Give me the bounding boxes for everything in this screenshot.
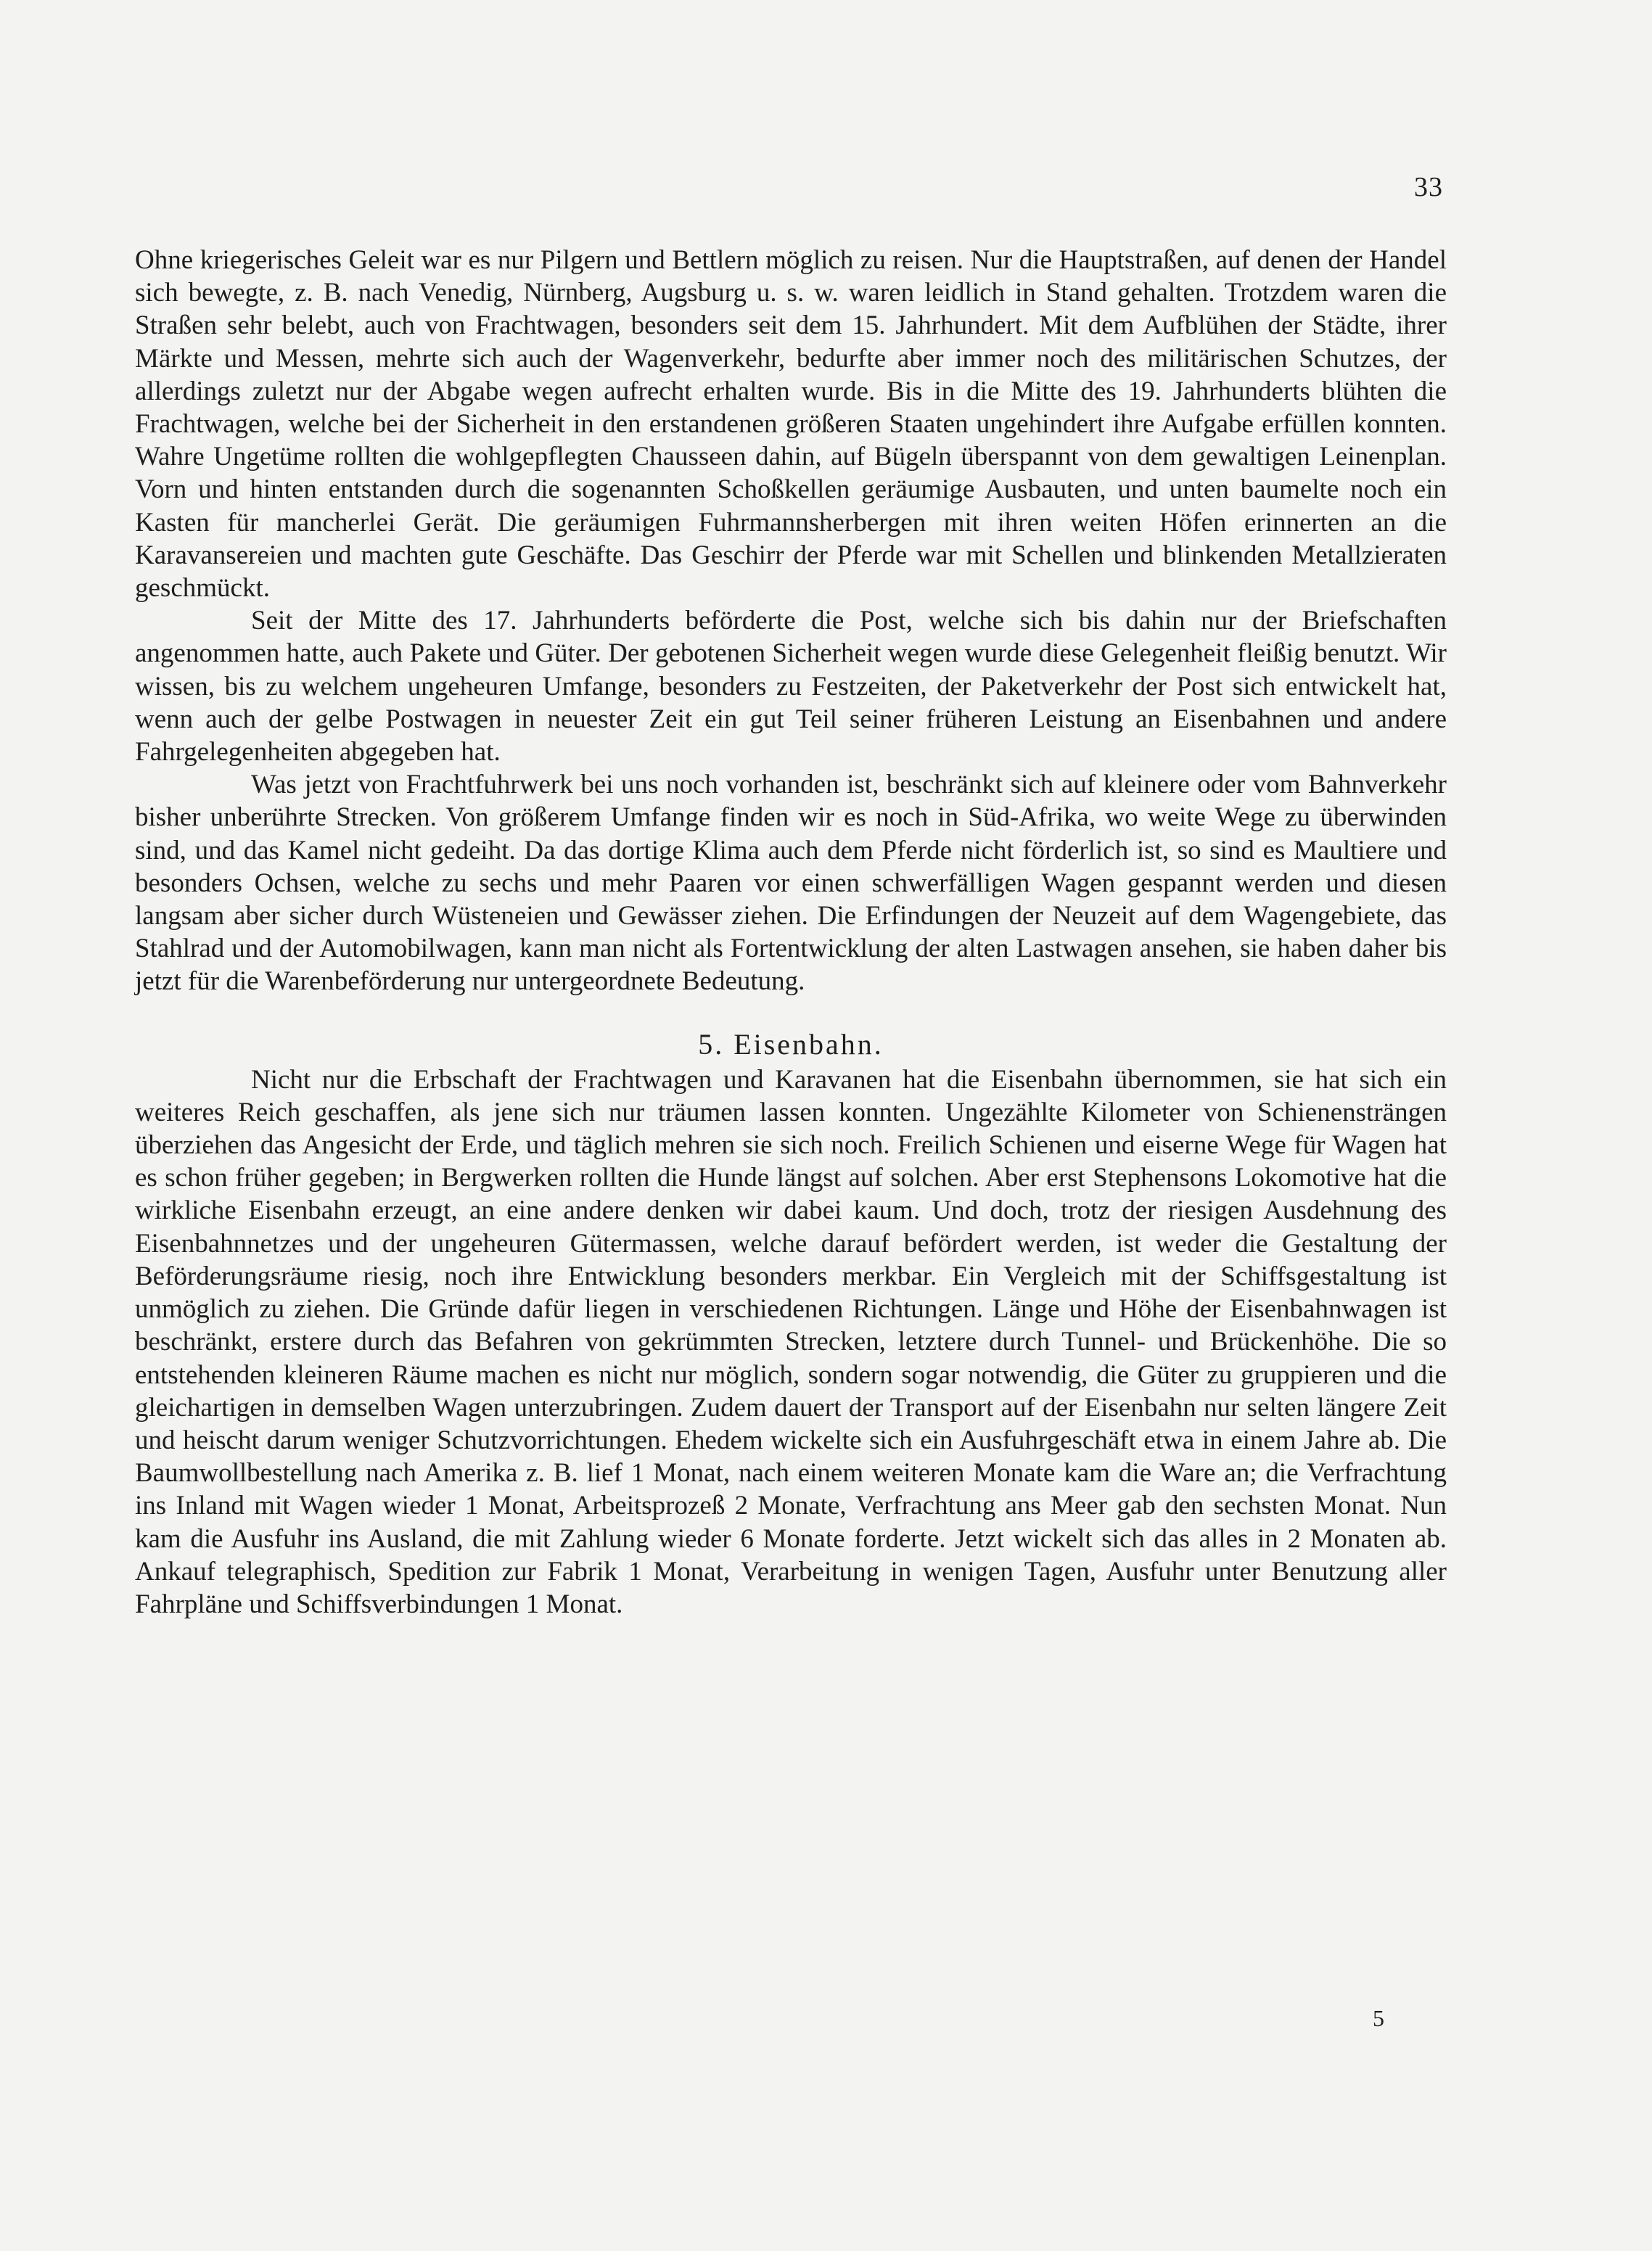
signature-mark: 5 <box>1373 2005 1384 2031</box>
section-heading: 5. Eisenbahn. <box>698 1027 884 1061</box>
paragraph-post-service: Seit der Mitte des 17. Jahrhunderts beförderte die Post, welche sich bis dahin nur der Briefschaften angenommen hatte, auch Pakete und Güter. Der gebotenen Sicherheit wegen wurde diese Gelegenheit fleißig benutzt. Wir wissen, bis zu welchem ungeheuren Umfange, besonders zu Festzeiten, der Paketverkehr der Post sich entwickelt hat, wenn auch der gelbe Postwagen in neuester Zeit ein gut Teil seiner früheren Leistung an Eisenbahnen und andere Fahrgelegenheiten abgegeben hat. <box>135 606 1447 768</box>
paragraph-railway: Nicht nur die Erbschaft der Frachtwagen und Karavanen hat die Eisenbahn übernommen, sie hat sich ein weiteres Reich geschaffen, als jene sich nur träumen lassen konnten. Ungezählte Kilometer von Schienensträngen überziehen das Angesicht der Erde, und täglich mehren sie sich noch. Freilich Schienen und eiserne Wege für Wagen hat es schon früher gegeben; in Bergwerken rollten die Hunde längst auf solchen. Aber erst Stephensons Lokomotive hat die wirkliche Eisenbahn erzeugt, an eine andere denken wir dabei kaum. Und doch, trotz der riesigen Ausdehnung des Eisenbahnnetzes und der ungeheuren Gütermassen, welche darauf befördert werden, ist weder die Gestaltung der Beförderungsräume riesig, noch ihre Entwicklung besonders merkbar. Ein Vergleich mit der Schiffsgestaltung ist unmöglich zu ziehen. Die Gründe dafür liegen in verschiedenen Richtungen. Länge und Höhe der Eisenbahnwagen ist beschränkt, erstere durch das Befahren von gekrümmten Strecken, letztere durch Tunnel- und Brückenhöhe. Die so entstehenden kleineren Räume machen es nicht nur möglich, sondern sogar notwendig, die Güter zu gruppieren und die gleichartigen in demselben Wagen unterzubringen. Zudem dauert der Transport auf der Eisenbahn nur selten längere Zeit und heischt darum weniger Schutzvorrichtungen. Ehedem wickelte sich ein Ausfuhrgeschäft etwa in einem Jahre ab. Die Baumwollbestellung nach Amerika z. B. lief 1 Monat, nach einem weiteren Monate kam die Ware an; die Verfrachtung ins Inland mit Wagen wieder 1 Monat, Arbeitsprozeß 2 Monate, Verfrachtung ans Meer gab den sechsten Monat. Nun kam die Ausfuhr ins Ausland, die mit Zahlung wieder 6 Monate forderte. Jetzt wickelt sich das alles in 2 Monaten ab. Ankauf telegraphisch, Spedition zur Fabrik 1 Monat, Verarbeitung in wenigen Tagen, Ausfuhr unter Benutzung aller Fahrpläne und Schiffsverbindungen 1 Monat. <box>135 1064 1447 1619</box>
paragraph-travel-history: Ohne kriegerisches Geleit war es nur Pilgern und Bettlern möglich zu reisen. Nur die Hauptstraßen, auf denen der Handel sich bewegte, z. B. nach Venedig, Nürnberg, Augsburg u. s. w. waren leidlich in Stand gehalten. Trotzdem waren die Straßen sehr belebt, auch von Frachtwagen, besonders seit dem 15. Jahrhundert. Mit dem Aufblühen der Städte, ihrer Märkte und Messen, mehrte sich auch der Wagenverkehr, bedurfte aber immer noch des militärischen Schutzes, der allerdings zuletzt nur der Abgabe wegen aufrecht erhalten wurde. Bis in die Mitte des 19. Jahrhunderts blühten die Frachtwagen, welche bei der Sicherheit in den erstandenen größeren Staaten ungehindert ihre Aufgabe erfüllen konnten. Wahre Ungetüme rollten die wohlgepflegten Chausseen dahin, auf Bügeln überspannt von dem gewaltigen Leinenplan. Vorn und hinten entstanden durch die sogenannten Schoßkellen geräumige Ausbauten, und unten baumelte noch ein Kasten für mancherlei Gerät. Die geräumigen Fuhrmannsherbergen mit ihren weiten Höfen erinnerten an die Karavansereien und machten gute Geschäfte. Das Geschirr der Pferde war mit Schellen und blinkenden Metallzieraten geschmückt. <box>135 245 1447 604</box>
page-number: 33 <box>1414 172 1443 202</box>
page-body <box>135 244 1447 1621</box>
paragraph-freight-today: Was jetzt von Frachtfuhrwerk bei uns noch vorhanden ist, beschränkt sich auf kleinere oder vom Bahnverkehr bisher unberührte Strecken. Von größerem Umfange finden wir es noch in Süd-Afrika, wo weite Wege zu überwinden sind, und das Kamel nicht gedeiht. Da das dortige Klima auch dem Pferde nicht förderlich ist, so sind es Maultiere und besonders Ochsen, welche zu sechs und mehr Paaren vor einen schwerfälligen Wagen gespannt werden und diesen langsam aber sicher durch Wüsteneien und Gewässer ziehen. Die Erfindungen der Neuzeit auf dem Wagengebiete, das Stahlrad und der Automobilwagen, kann man nicht als Fortentwicklung der alten Lastwagen ansehen, sie haben daher bis jetzt für die Warenbeförderung nur untergeordnete Bedeutung. <box>135 770 1447 997</box>
